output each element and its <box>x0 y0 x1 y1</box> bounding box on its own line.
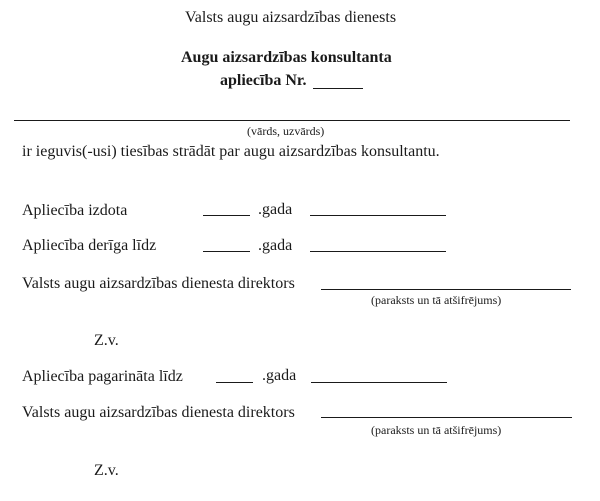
issued-date-line <box>310 215 446 216</box>
extended-until-label: Apliecība pagarināta līdz <box>22 368 183 385</box>
director-signature-line <box>321 289 571 290</box>
issued-year-suffix: .gada <box>258 201 293 218</box>
stamp-label-2: Z.v. <box>94 462 119 479</box>
director-label: Valsts augu aizsardzības dienesta direktors <box>22 275 295 292</box>
signature-caption: (paraksts un tā atšifrējums) <box>371 293 502 307</box>
certificate-number-line <box>313 88 363 89</box>
valid-year-suffix: .gada <box>258 237 293 254</box>
extended-year-suffix: .gada <box>262 367 297 384</box>
name-line <box>14 120 570 121</box>
signature-caption-2: (paraksts un tā atšifrējums) <box>371 423 502 437</box>
service-name: Valsts augu aizsardzības dienests <box>185 9 397 26</box>
valid-until-label: Apliecība derīga līdz <box>22 237 157 254</box>
director-label-2: Valsts augu aizsardzības dienesta direktors <box>22 404 295 421</box>
extended-day-line <box>216 382 253 383</box>
issued-day-line <box>203 215 250 216</box>
document-title: Augu aizsardzības konsultanta <box>181 49 392 66</box>
director-signature-line-2 <box>321 417 572 418</box>
certificate-number-label: apliecība Nr. <box>220 72 307 89</box>
name-caption: (vārds, uzvārds) <box>247 124 325 138</box>
rights-statement: ir ieguvis(-usi) tiesības strādāt par augu aizsardzības konsultantu. <box>22 143 440 160</box>
issued-label: Apliecība izdota <box>22 202 128 219</box>
extended-date-line <box>311 382 447 383</box>
stamp-label: Z.v. <box>94 332 119 349</box>
valid-day-line <box>203 251 250 252</box>
valid-date-line <box>310 251 446 252</box>
